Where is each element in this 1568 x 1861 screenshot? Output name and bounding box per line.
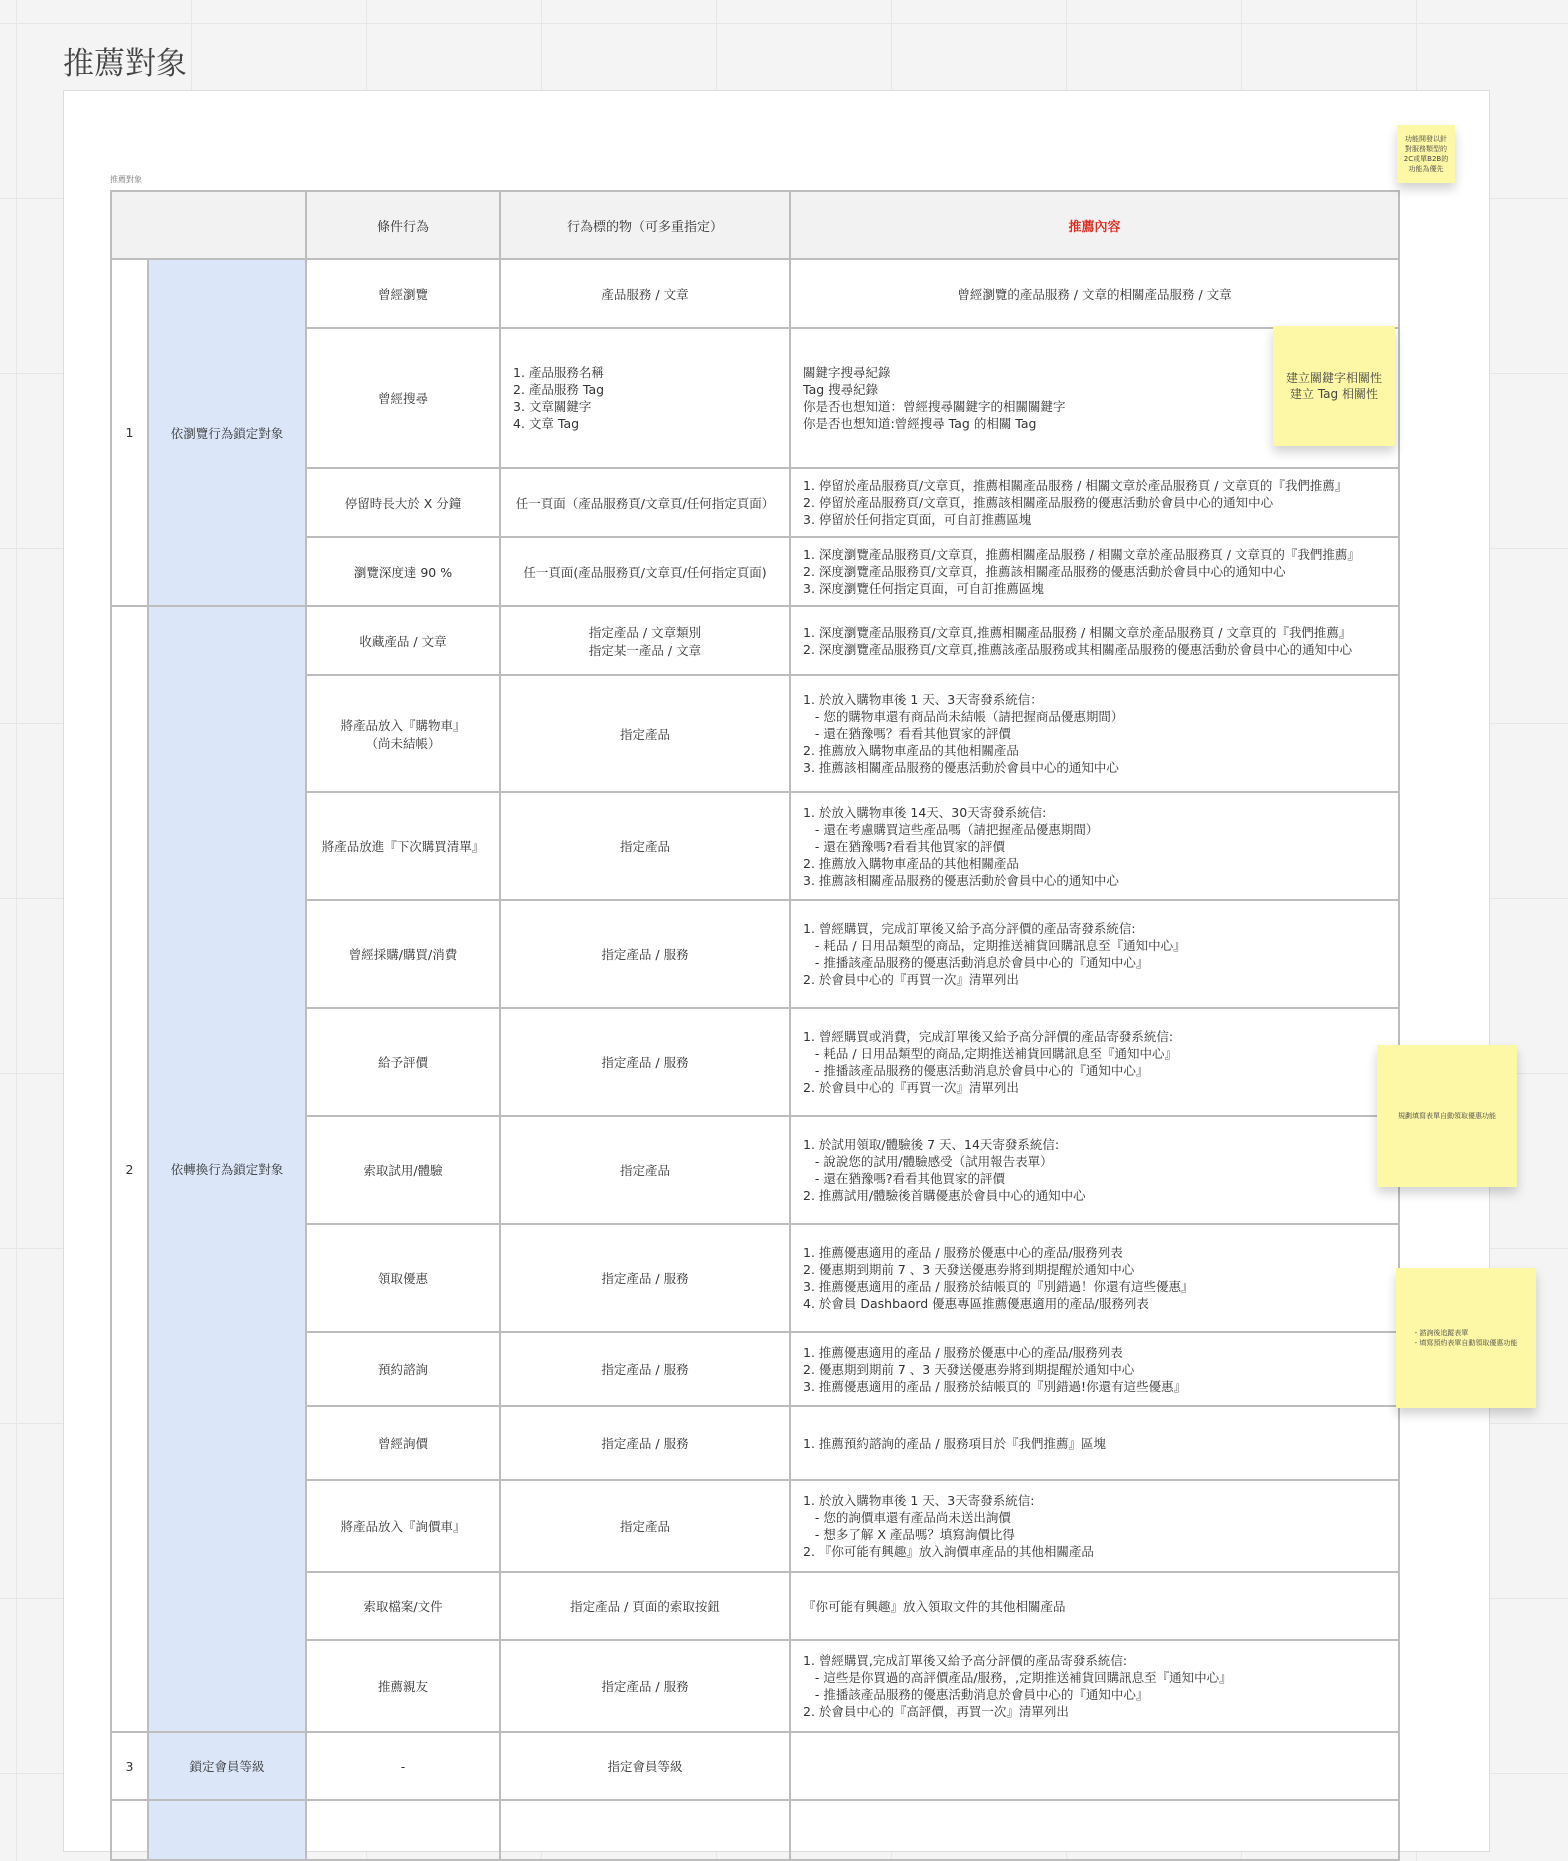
condition-cell: 曾經搜尋 [306,328,500,468]
content-text: 1. 停留於產品服務頁/文章頁，推薦相關產品服務 / 相關文章於產品服務頁 / 文章頁的『我們推薦』 2. 停留於產品服務頁/文章頁，推薦該相關產品服務的優惠活動於會員中心的通知中心 3. 停留於任何指定頁面，可自訂推薦區塊 [803,478,1348,527]
condition-text: 將產品放入『購物車』 （尚未結帳） [340,717,466,751]
board-title: 推薦對象 [63,46,187,82]
content-cell [790,468,1399,537]
table-row [111,1732,1399,1800]
target-cell [500,606,790,675]
content-cell [790,1732,1399,1800]
condition-cell [306,675,500,792]
condition-cell: 領取優惠 [306,1224,500,1332]
content-cell [790,1116,1399,1224]
sticky-note-text: - 諮詢後追蹤表單 - 填寫預約表單自動領取優惠功能 [1414,1329,1518,1347]
sticky-note-text: 功能開發以針 對服務類型的 2C或單B2B的 功能為優先 [1403,135,1449,173]
target-cell: 任一頁面(產品服務頁/文章頁/任何指定頁面) [500,537,790,606]
group-label: 依轉換行為鎖定對象 [148,606,306,1732]
group-label [148,1800,306,1860]
condition-cell: 停留時長大於 X 分鐘 [306,468,500,537]
condition-cell [306,1800,500,1860]
target-cell: 指定產品 / 服務 [500,1332,790,1406]
condition-cell: 將產品放進『下次購買清單』 [306,792,500,900]
content-cell [790,606,1399,675]
content-cell [790,900,1399,1008]
header-target: 行為標的物（可多重指定） [500,191,790,259]
content-text: 1. 於試用領取/體驗後 7 天、14天寄發系統信: - 說說您的試用/體驗感受（試用報告表單） - 還在猶豫嗎?看看其他買家的評價 2. 推薦試用/體驗後首購優惠於會員中心的通知中心 [803,1137,1086,1203]
content-text: 1. 深度瀏覽產品服務頁/文章頁，推薦相關產品服務 / 相關文章於產品服務頁 / 文章頁的『我們推薦』 2. 深度瀏覽產品服務頁/文章頁，推薦該相關產品服務的優惠活動於會員中心的通知中心 3. 深度瀏覽任何指定頁面，可自訂推薦區塊 [803,547,1360,596]
content-cell [790,1480,1399,1572]
sticky-note-text: 建立關鍵字相關性 建立 Tag 相關性 [1285,371,1382,401]
target-text: 指定產品 / 文章類別 指定某一產品 / 文章 [588,624,702,658]
target-cell: 指定產品 [500,1480,790,1572]
content-text: 1. 曾經購買，完成訂單後又給予高分評價的產品寄發系統信: - 耗品 / 日用品類型的商品，定期推送補貨回購訊息至『通知中心』 - 推播該產品服務的優惠活動消息於會員中心的『通知中心』 2. 於會員中心的『再買一次』清單列出 [803,921,1186,987]
content-text: 1. 推薦優惠適用的產品 / 服務於優惠中心的產品/服務列表 2. 優惠期到期前 7 、3 天發送優惠券將到期提醒於通知中心 3. 推薦優惠適用的產品 / 服務於結帳頁的『別錯過！你還有這些優惠』 4. 於會員 Dashbaord 優惠專區推薦優惠適用的產品/服務列表 [803,1245,1194,1311]
condition-cell: 索取試用/體驗 [306,1116,500,1224]
content-text: 1. 於放入購物車後 1 天、3天寄發系統信： - 您的購物車還有商品尚未結帳（請把握商品優惠期間） - 還在猶豫嗎？看看其他買家的評價 2. 推薦放入購物車產品的其他相關產品 3. 推薦該相關產品服務的優惠活動於會員中心的通知中心 [803,692,1124,775]
content-text: 1. 曾經購買或消費，完成訂單後又給予高分評價的產品寄發系統信: - 耗品 / 日用品類型的商品,定期推送補貨回購訊息至『通知中心』 - 推播該產品服務的優惠活動消息於會員中心的『通知中心』 2. 於會員中心的『再買一次』清單列出 [803,1029,1178,1095]
content-cell [790,1008,1399,1116]
header-condition: 條件行為 [306,191,500,259]
content-cell: 曾經瀏覽的產品服務 / 文章的相關產品服務 / 文章 [790,259,1399,328]
target-cell: 任一頁面（產品服務頁/文章頁/任何指定頁面） [500,468,790,537]
condition-cell: 將產品放入『詢價車』 [306,1480,500,1572]
content-cell [790,675,1399,792]
target-cell: 指定產品 / 服務 [500,1406,790,1480]
recommendation-table-wrap [110,190,1398,1861]
target-cell: 指定產品 / 服務 [500,900,790,1008]
target-cell: 指定會員等級 [500,1732,790,1800]
condition-cell: 曾經瀏覽 [306,259,500,328]
table-row [111,259,1399,328]
group-number: 1 [111,259,148,606]
target-cell [500,328,790,468]
content-cell [790,1640,1399,1732]
condition-cell: 推薦親友 [306,1640,500,1732]
content-text: 1. 於放入購物車後 14天、30天寄發系統信: - 還在考慮購買這些產品嗎（請把握產品優惠期間） - 還在猶豫嗎?看看其他買家的評價 2. 推薦放入購物車產品的其他相關產品 3. 推薦該相關產品服務的優惠活動於會員中心的通知中心 [803,804,1119,888]
target-cell: 指定產品 / 服務 [500,1008,790,1116]
group-label: 鎖定會員等級 [148,1732,306,1800]
group-number [111,1800,148,1860]
condition-cell: 預約諮詢 [306,1332,500,1406]
target-cell: 指定產品 [500,1116,790,1224]
header-row [111,191,1399,259]
condition-cell: 給予評價 [306,1008,500,1116]
content-cell [790,1332,1399,1406]
content-cell: 『你可能有興趣』放入領取文件的其他相關產品 [790,1572,1399,1640]
target-cell: 指定產品 [500,675,790,792]
sticky-note-text: 規劃填寫表單自動領取優惠功能 [1398,1112,1496,1120]
condition-cell: 索取檔案/文件 [306,1572,500,1640]
sticky-note[interactable] [1397,125,1455,183]
content-text: 1. 推薦優惠適用的產品 / 服務於優惠中心的產品/服務列表 2. 優惠期到期前 7 、3 天發送優惠券將到期提醒於通知中心 3. 推薦優惠適用的產品 / 服務於結帳頁的『別錯過!你還有這些優惠』 [803,1344,1187,1394]
content-text: 1. 曾經購買,完成訂單後又給予高分評價的產品寄發系統信: - 這些是你買過的高評價產品/服務，,定期推送補貨回購訊息至『通知中心』 - 推播該產品服務的優惠活動消息於會員中心的『通知中心』 2. 於會員中心的『高評價，再買一次』清單列出 [803,1653,1232,1719]
target-cell: 產品服務 / 文章 [500,259,790,328]
content-text: 1. 於放入購物車後 1 天、3天寄發系統信: - 您的詢價車還有產品尚未送出詢價 - 想多了解 X 產品嗎？填寫詢價比得 2. 『你可能有興趣』放入詢價車產品的其他相關產品 [803,1493,1094,1559]
header-content: 推薦內容 [790,191,1399,259]
content-text: 1. 推薦預約諮詢的產品 / 服務項目於『我們推薦』區塊 [803,1435,1107,1451]
recommendation-table [110,190,1400,1861]
target-cell: 指定產品 / 服務 [500,1224,790,1332]
sticky-note[interactable] [1377,1045,1517,1187]
target-cell: 指定產品 / 服務 [500,1640,790,1732]
header-blank [111,191,306,259]
condition-cell: 瀏覽深度達 90 % [306,537,500,606]
group-number: 2 [111,606,148,1732]
frame-label: 推薦對象 [110,175,142,184]
sticky-note[interactable] [1273,326,1395,446]
content-cell [790,1224,1399,1332]
group-label: 依瀏覽行為鎖定對象 [148,259,306,606]
content-text: 1. 深度瀏覽產品服務頁/文章頁,推薦相關產品服務 / 相關文章於產品服務頁 / 文章頁的『我們推薦』 2. 深度瀏覽產品服務頁/文章頁,推薦該產品服務或其相關產品服務的優惠活動於會員中心的通知中心 [803,624,1353,657]
condition-cell: 曾經採購/購買/消費 [306,900,500,1008]
sticky-note[interactable] [1396,1268,1536,1408]
condition-cell: - [306,1732,500,1800]
group-number: 3 [111,1732,148,1800]
content-text: 關鍵字搜尋紀錄 Tag 搜尋紀錄 你是否也想知道：曾經搜尋關鍵字的相關關鍵字 你是否也想知道:曾經搜尋 Tag 的相關 Tag [803,365,1066,431]
content-cell [790,1406,1399,1480]
content-cell [790,537,1399,606]
content-cell [790,1800,1399,1860]
table-row [111,606,1399,675]
content-cell [790,792,1399,900]
target-cell: 指定產品 [500,792,790,900]
target-cell: 指定產品 / 頁面的索取按鈕 [500,1572,790,1640]
condition-cell: 曾經詢價 [306,1406,500,1480]
condition-cell: 收藏產品 / 文章 [306,606,500,675]
target-cell [500,1800,790,1860]
target-text: 1. 產品服務名稱 2. 產品服務 Tag 3. 文章關鍵字 4. 文章 Tag [513,365,605,431]
table-row [111,1800,1399,1860]
